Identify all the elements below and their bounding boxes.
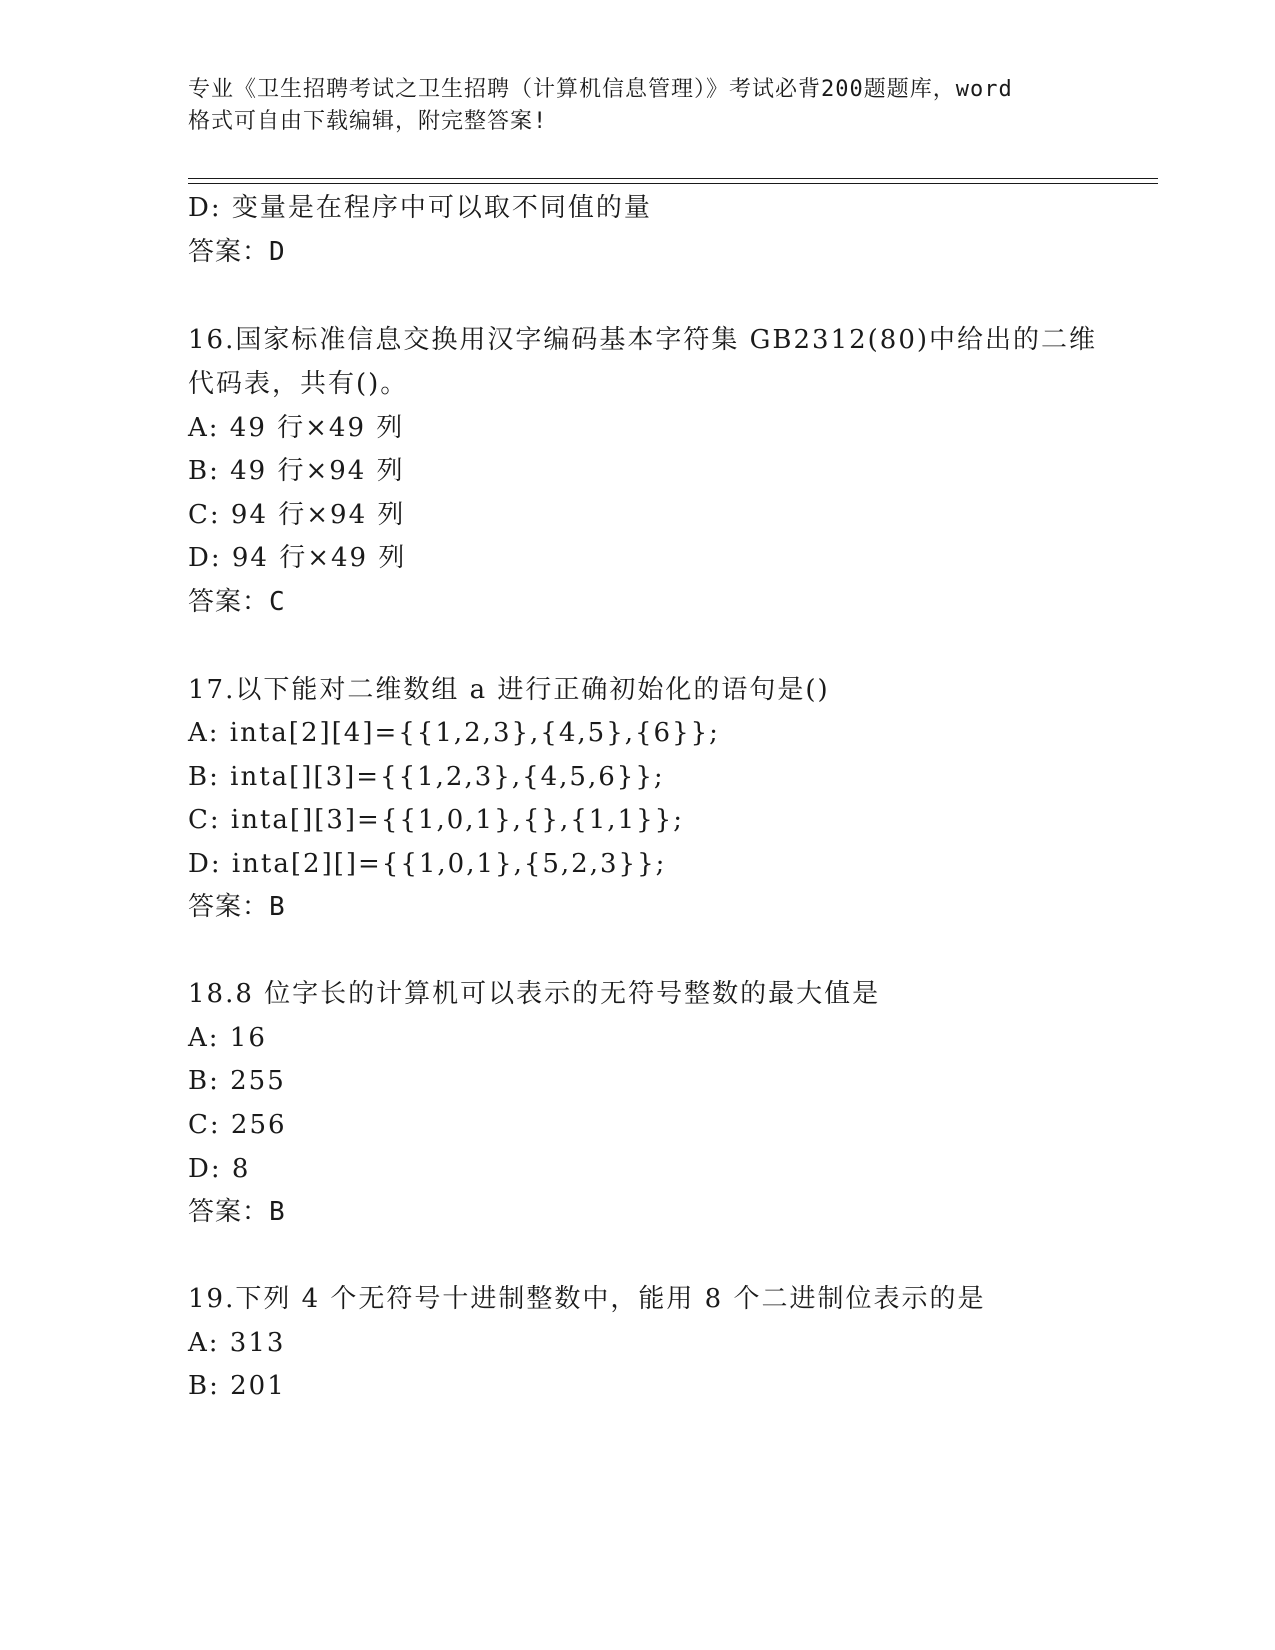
- q15-answer: 答案：D: [188, 237, 286, 267]
- q16-stem-line-1: 16.国家标准信息交换用汉字编码基本字符集 GB2312(80)中给出的二维: [188, 325, 1098, 355]
- q18-stem: 18.8 位字长的计算机可以表示的无符号整数的最大值是: [188, 979, 881, 1009]
- header-divider-bottom: [188, 183, 1158, 184]
- q17-answer: 答案：B: [188, 892, 286, 922]
- q17-stem: 17.以下能对二维数组 a 进行正确初始化的语句是(): [188, 675, 830, 705]
- q16-answer: 答案：C: [188, 587, 286, 617]
- q17-option-c: C: inta[][3]={{1,0,1},{},{1,1}};: [188, 805, 684, 835]
- q17-option-b: B: inta[][3]={{1,2,3},{4,5,6}};: [188, 762, 665, 792]
- q17-option-a: A: inta[2][4]={{1,2,3},{4,5},{6}};: [188, 718, 720, 748]
- header-line-1: 专业《卫生招聘考试之卫生招聘（计算机信息管理）》考试必背200题题库，word: [188, 77, 1013, 102]
- q16-option-b: B: 49 行×94 列: [188, 456, 405, 486]
- header-divider-top: [188, 178, 1158, 179]
- q18-option-d: D: 8: [188, 1154, 251, 1184]
- q19-stem: 19.下列 4 个无符号十进制整数中，能用 8 个二进制位表示的是: [188, 1284, 986, 1314]
- q18-option-c: C: 256: [188, 1110, 287, 1140]
- q18-option-a: A: 16: [188, 1023, 267, 1053]
- q15-option-d: D: 变量是在程序中可以取不同值的量: [188, 193, 652, 223]
- document-header: [188, 74, 1088, 138]
- q19-option-a: A: 313: [188, 1328, 286, 1358]
- header-line-2: 格式可自由下载编辑，附完整答案!: [188, 109, 548, 134]
- q16-option-a: A: 49 行×49 列: [188, 413, 405, 443]
- q18-answer: 答案：B: [188, 1197, 286, 1227]
- q18-option-b: B: 255: [188, 1066, 286, 1096]
- q17-option-d: D: inta[2][]={{1,0,1},{5,2,3}};: [188, 849, 667, 879]
- q16-option-d: D: 94 行×49 列: [188, 543, 407, 573]
- q16-option-c: C: 94 行×94 列: [188, 500, 406, 530]
- q16-stem-line-2: 代码表，共有()。: [188, 369, 409, 399]
- q19-option-b: B: 201: [188, 1371, 286, 1401]
